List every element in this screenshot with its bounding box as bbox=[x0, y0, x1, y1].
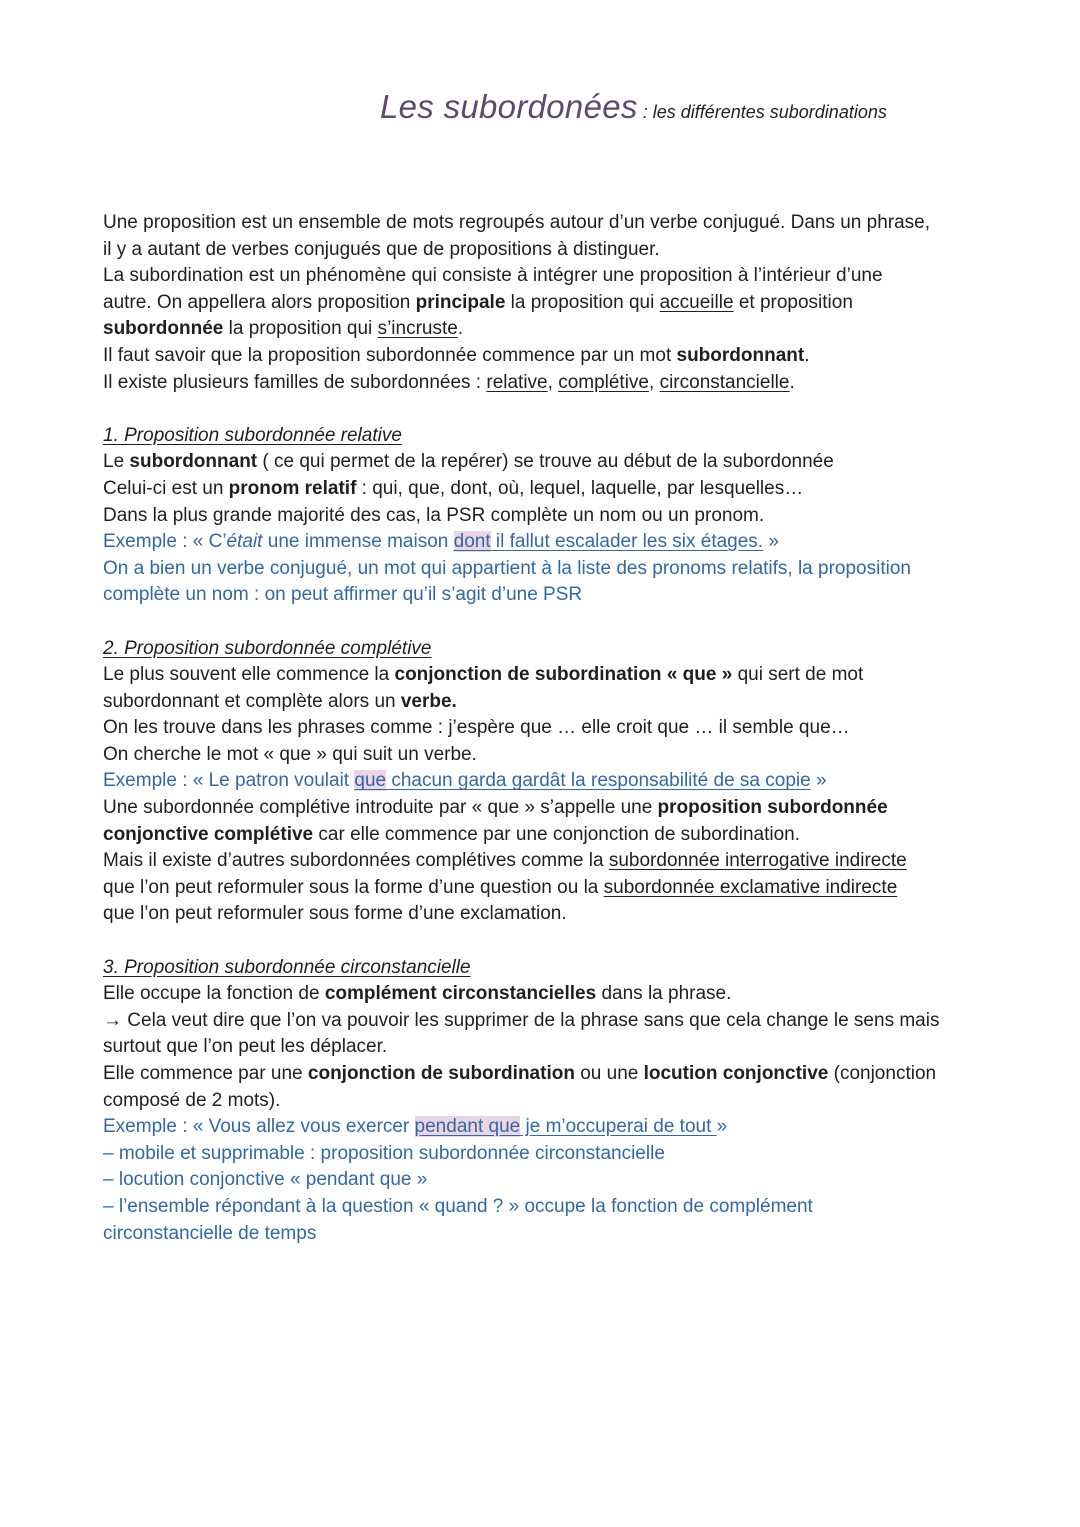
bold-term: proposition subordonnée bbox=[657, 797, 888, 819]
text-line bbox=[103, 901, 983, 928]
underlined-term: relative bbox=[486, 371, 548, 393]
text: On a bien un verbe conjugué, un mot qui appartient à la liste des pronoms relatifs, la proposition bbox=[103, 557, 911, 579]
text-line bbox=[103, 449, 983, 476]
text-line bbox=[103, 1221, 983, 1248]
section-circonstancielle bbox=[103, 955, 983, 1248]
underlined-term: complétive bbox=[558, 371, 650, 393]
text: Une subordonnée complétive introduite par « que » s’appelle une bbox=[103, 797, 658, 819]
header bbox=[380, 88, 887, 126]
text: subordonnant et complète alors un bbox=[103, 690, 401, 712]
text: complète un nom : on peut affirmer qu’il s’agit d’une PSR bbox=[103, 584, 583, 606]
text-line bbox=[103, 503, 983, 530]
bold-term: pronom relatif bbox=[228, 477, 357, 499]
text: – locution conjonctive « pendant que » bbox=[103, 1169, 428, 1191]
underlined-term: circonstancielle bbox=[659, 371, 790, 393]
text: autre. On appellera alors proposition bbox=[103, 291, 416, 313]
page-subtitle: : les différentes subordinations bbox=[637, 102, 887, 122]
document-body bbox=[103, 210, 983, 1247]
example-line bbox=[103, 529, 983, 556]
text: Il faut savoir que la proposition subordonnée commence par un mot bbox=[103, 344, 677, 366]
bold-term: conjonctive complétive bbox=[103, 823, 314, 845]
text: ou une bbox=[574, 1063, 644, 1084]
section-title: 3. Proposition subordonnée circonstancielle bbox=[103, 956, 471, 978]
text: Elle commence par une bbox=[103, 1063, 308, 1084]
text: car elle commence par une conjonction de subordination. bbox=[313, 823, 801, 845]
text: Il existe plusieurs familles de subordonnées : bbox=[103, 371, 487, 393]
intro-paragraph bbox=[103, 210, 983, 396]
text-line bbox=[103, 237, 983, 264]
bold-term: verbe. bbox=[400, 690, 457, 712]
text-line bbox=[103, 316, 983, 343]
text: » bbox=[763, 531, 779, 553]
bold-term: subordonnée bbox=[103, 318, 224, 340]
text: On cherche le mot « que » qui suit un verbe. bbox=[103, 743, 477, 765]
underlined-term: chacun garda gardât la responsabilité de sa copie bbox=[386, 770, 811, 792]
text: dans la phrase. bbox=[596, 983, 732, 1005]
text-line bbox=[103, 795, 983, 822]
text: La subordination est un phénomène qui consiste à intégrer une proposition à l’intérieur d’une bbox=[103, 265, 883, 287]
text: Le plus souvent elle commence la bbox=[103, 664, 395, 686]
text: une immense maison bbox=[262, 531, 454, 553]
underlined-term: il fallut escalader les six étages. bbox=[490, 531, 764, 553]
section-completive bbox=[103, 636, 983, 929]
text-line bbox=[103, 290, 983, 317]
text-line bbox=[103, 981, 983, 1008]
text: → Cela veut dire que l’on va pouvoir les supprimer de la phrase sans que cela change le sens mais bbox=[103, 1009, 940, 1031]
italic-term: était bbox=[226, 531, 263, 553]
text: composé de 2 mots). bbox=[103, 1089, 281, 1111]
bold-term: principale bbox=[415, 291, 506, 313]
text: On les trouve dans les phrases comme : j’espère que … elle croit que … il semble que… bbox=[103, 717, 850, 739]
bold-term: subordonnant bbox=[676, 344, 805, 366]
text-line bbox=[103, 1034, 983, 1061]
text-line bbox=[103, 1088, 983, 1115]
text: Dans la plus grande majorité des cas, la PSR complète un nom ou un pronom. bbox=[103, 504, 765, 526]
text-line bbox=[103, 715, 983, 742]
text: Une proposition est un ensemble de mots regroupés autour d’un verbe conjugué. Dans un phrase, bbox=[103, 212, 931, 233]
bold-term: conjonction de subordination bbox=[307, 1063, 575, 1084]
page-title: Les subordonées bbox=[380, 88, 638, 125]
highlighted-term: que bbox=[354, 770, 387, 792]
example-line bbox=[103, 1114, 983, 1141]
text: . bbox=[789, 371, 795, 393]
text-line bbox=[103, 848, 983, 875]
text-line bbox=[103, 370, 983, 397]
bold-term: complément circonstancielles bbox=[324, 983, 597, 1005]
text-line bbox=[103, 210, 983, 237]
text-line bbox=[103, 343, 983, 370]
underlined-term: accueille bbox=[659, 291, 734, 313]
underlined-term: s’incruste bbox=[377, 318, 458, 340]
text: . bbox=[804, 344, 810, 366]
bullet-line bbox=[103, 1194, 983, 1221]
text: , bbox=[547, 371, 559, 393]
text: » bbox=[810, 770, 827, 792]
highlighted-term: dont bbox=[453, 531, 491, 553]
section-title: 2. Proposition subordonnée complétive bbox=[103, 637, 432, 659]
text-line bbox=[103, 582, 983, 609]
text: que l’on peut reformuler sous la forme d’une question ou la bbox=[103, 876, 604, 898]
section-title: 1. Proposition subordonnée relative bbox=[103, 424, 402, 446]
bold-term: conjonction de subordination « que » bbox=[394, 664, 733, 686]
text: Exemple : « Vous allez vous exercer bbox=[103, 1116, 415, 1138]
bold-term: locution conjonctive bbox=[643, 1063, 829, 1084]
underlined-term: je m’occuperai de tout bbox=[520, 1116, 717, 1138]
text-line bbox=[103, 742, 983, 769]
example-line bbox=[103, 768, 983, 795]
text: la proposition qui bbox=[505, 291, 660, 313]
text: – l’ensemble répondant à la question « quand ? » occupe la fonction de complément bbox=[103, 1195, 813, 1217]
text: Celui-ci est un bbox=[103, 477, 229, 499]
text: – mobile et supprimable : proposition subordonnée circonstancielle bbox=[103, 1142, 665, 1164]
text-line bbox=[103, 662, 983, 689]
text: surtout que l’on peut les déplacer. bbox=[103, 1036, 388, 1058]
text: , bbox=[649, 371, 660, 393]
highlighted-term: pendant que bbox=[414, 1116, 521, 1138]
text: Exemple : « Le patron voulait bbox=[103, 770, 355, 792]
text: Elle occupe la fonction de bbox=[103, 983, 325, 1005]
text: (conjonction bbox=[828, 1063, 937, 1084]
text: . bbox=[457, 318, 464, 340]
text: que l’on peut reformuler sous forme d’une exclamation. bbox=[103, 903, 567, 925]
underlined-term: subordonnée exclamative indirecte bbox=[603, 876, 898, 898]
underlined-term: subordonnée interrogative indirecte bbox=[608, 850, 907, 872]
text: ( ce qui permet de la repérer) se trouve au début de la subordonnée bbox=[257, 451, 834, 473]
text: circonstancielle de temps bbox=[103, 1222, 317, 1244]
text: la proposition qui bbox=[223, 318, 378, 340]
text: et proposition bbox=[733, 291, 853, 313]
text-line bbox=[103, 263, 983, 290]
section-relative bbox=[103, 423, 983, 609]
text-line bbox=[103, 875, 983, 902]
text-line bbox=[103, 1008, 983, 1035]
text: qui sert de mot bbox=[732, 664, 864, 686]
text-line bbox=[103, 689, 983, 716]
text: Mais il existe d’autres subordonnées complétives comme la bbox=[103, 850, 609, 872]
text: : qui, que, dont, où, lequel, laquelle, par lesquelles… bbox=[356, 477, 804, 499]
text-line bbox=[103, 556, 983, 583]
text: il y a autant de verbes conjugués que de propositions à distinguer. bbox=[103, 238, 660, 260]
text: » bbox=[716, 1116, 728, 1138]
text: Exemple : « C’ bbox=[103, 531, 227, 553]
text-line bbox=[103, 476, 983, 503]
bold-term: subordonnant bbox=[129, 451, 258, 473]
text: Le bbox=[103, 451, 130, 473]
text-line bbox=[103, 822, 983, 849]
bullet-line bbox=[103, 1167, 983, 1194]
text-line bbox=[103, 1061, 983, 1088]
bullet-line bbox=[103, 1141, 983, 1168]
